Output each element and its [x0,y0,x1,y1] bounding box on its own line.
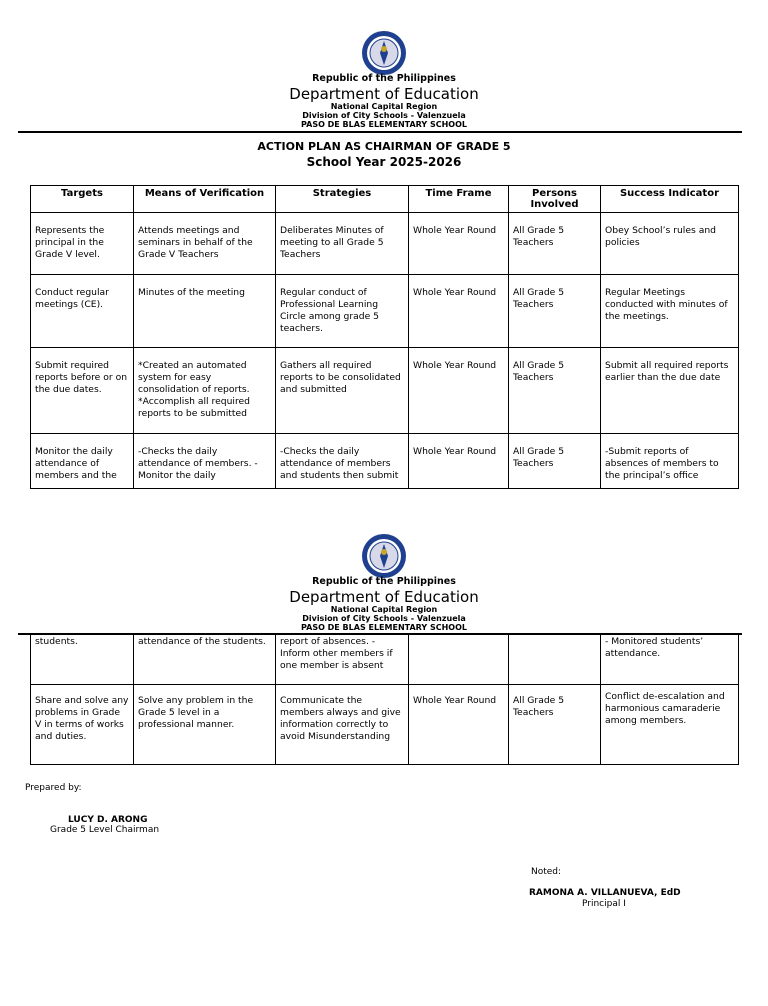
noted-label: Noted: [531,867,562,877]
division-text: Division of City Schools - Valenzuela [302,111,466,120]
noter-title: Principal I [582,899,626,909]
table-cell [409,635,509,684]
action-plan-table-continued [30,635,739,765]
republic-text: Republic of the Philippines [312,73,456,84]
table-row [31,635,739,684]
table-cell: Conduct regular meetings (CE). [31,275,134,348]
table-cell: students. [31,635,134,684]
table-cell: Submit all required reports earlier than the due date [601,348,739,434]
table-cell: Share and solve any problems in Grade V in terms of works and duties. [31,684,134,764]
table-cell: *Created an automated system for easy consolidation of reports. *Accomplish all required reports to be submitted [134,348,276,434]
table-cell: Deliberates Minutes of meeting to all Grade 5 Teachers [276,213,409,275]
republic-text: Republic of the Philippines [312,576,456,587]
table-cell: All Grade 5 Teachers [509,434,601,489]
header-means-of-verification: Means of Verification [134,186,276,213]
table-cell: Communicate the members always and give information correctly to avoid Misunderstanding [276,684,409,764]
preparer-name: LUCY D. ARONG [68,815,148,825]
header-targets: Targets [31,186,134,213]
table-cell: Conflict de-escalation and harmonious camaraderie among members. [601,684,739,764]
deped-seal-icon [361,533,407,579]
table-cell: Attends meetings and seminars in behalf of the Grade V Teachers [134,213,276,275]
table-cell: Whole Year Round [409,348,509,434]
region-text: National Capital Region [330,605,438,614]
table-cell: All Grade 5 Teachers [509,684,601,764]
division-text: Division of City Schools - Valenzuela [302,614,466,623]
table-cell: Monitor the daily attendance of members and the [31,434,134,489]
table-cell: All Grade 5 Teachers [509,275,601,348]
table-cell: Whole Year Round [409,684,509,764]
preparer-title: Grade 5 Level Chairman [50,825,160,835]
table-cell: report of absences. -Inform other members if one member is absent [276,635,409,684]
table-cell: Regular Meetings conducted with minutes of the meetings. [601,275,739,348]
table-cell: Whole Year Round [409,213,509,275]
table-cell: Submit required reports before or on the due dates. [31,348,134,434]
department-text: Department of Education [289,85,479,103]
table-cell: Represents the principal in the Grade V level. [31,213,134,275]
table-cell: Minutes of the meeting [134,275,276,348]
table-cell: Obey School’s rules and policies [601,213,739,275]
table-cell: -Submit reports of absences of members to the principal’s office [601,434,739,489]
school-text: PASO DE BLAS ELEMENTARY SCHOOL [301,623,467,632]
table-cell: Whole Year Round [409,434,509,489]
plan-title: ACTION PLAN AS CHAIRMAN OF GRADE 5 [257,140,511,153]
table-cell: Solve any problem in the Grade 5 level in a professional manner. [134,684,276,764]
table-cell [509,635,601,684]
header-time-frame: Time Frame [409,186,509,213]
table-cell: Regular conduct of Professional Learning Circle among grade 5 teachers. [276,275,409,348]
table-cell: -Checks the daily attendance of members. -Monitor the daily [134,434,276,489]
region-text: National Capital Region [330,102,438,111]
department-text: Department of Education [289,588,479,606]
table-cell: - Monitored students’ attendance. [601,635,739,684]
table-cell: Gathers all required reports to be consolidated and submitted [276,348,409,434]
prepared-by-label: Prepared by: [25,783,82,793]
table-cell: All Grade 5 Teachers [509,348,601,434]
header-success-indicator: Success Indicator [601,186,739,213]
table-cell: Whole Year Round [409,275,509,348]
school-text: PASO DE BLAS ELEMENTARY SCHOOL [301,120,467,129]
noter-name: RAMONA A. VILLANUEVA, EdD [529,888,681,898]
header-strategies: Strategies [276,186,409,213]
table-cell: -Checks the daily attendance of members and students then submit [276,434,409,489]
header-persons-involved: Persons Involved [509,186,601,213]
table-cell: attendance of the students. [134,635,276,684]
school-year: School Year 2025-2026 [306,155,462,169]
table-row [31,684,739,764]
table-cell: All Grade 5 Teachers [509,213,601,275]
